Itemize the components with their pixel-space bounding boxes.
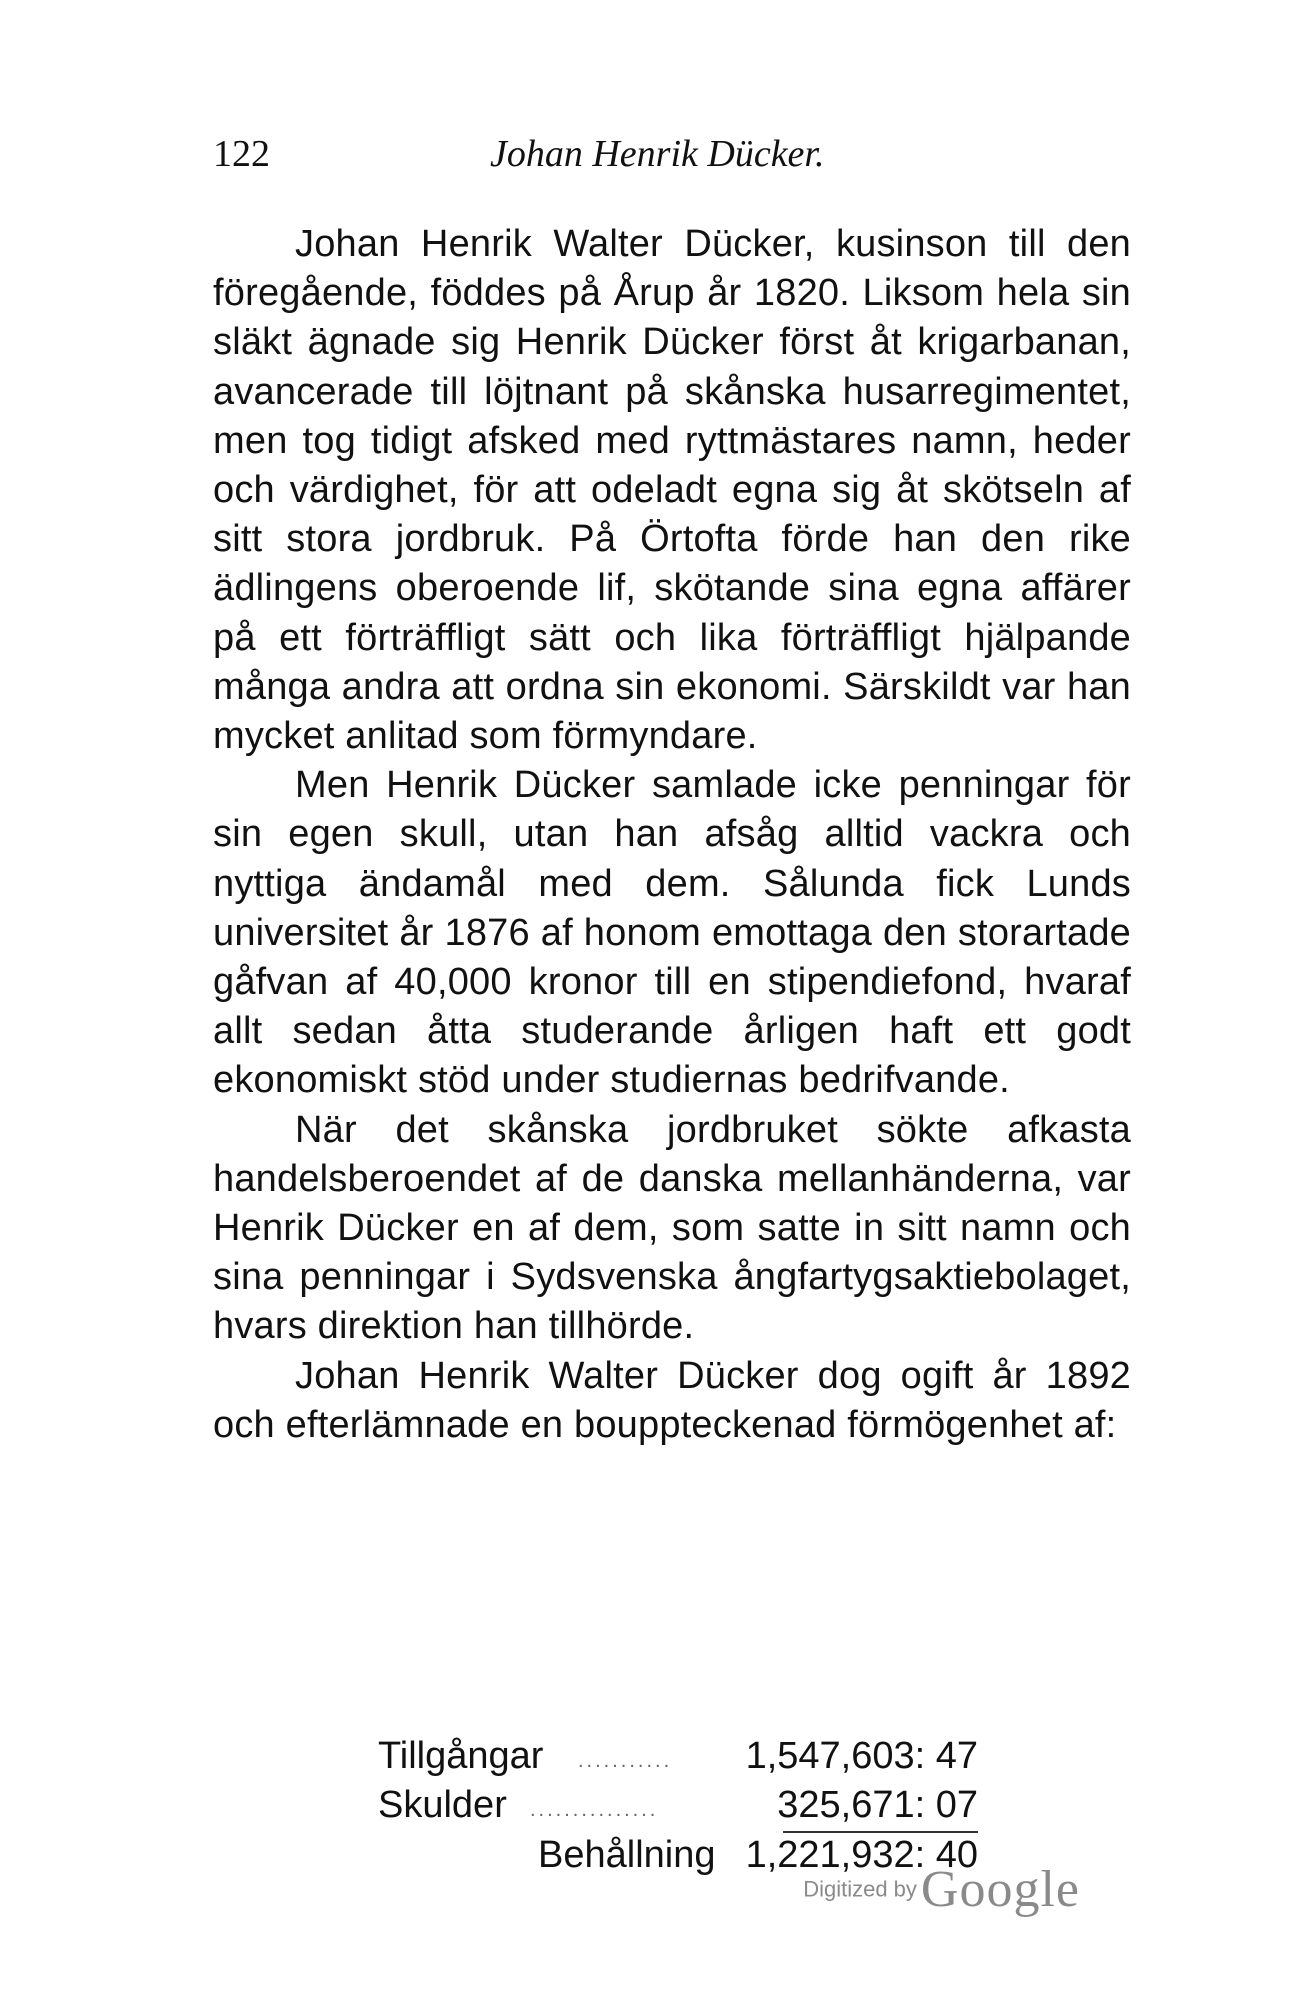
row-value: 325,671: 07 <box>777 1784 978 1826</box>
row-label: Tillgångar <box>378 1735 544 1777</box>
row-label: Skulder <box>378 1784 507 1826</box>
row-value: 1,547,603: 47 <box>745 1735 978 1777</box>
total-label: Behållning <box>538 1834 716 1876</box>
body-text <box>213 220 1131 1450</box>
google-logo: Google <box>920 1861 1080 1918</box>
table-row <box>378 1781 998 1831</box>
page-header <box>213 132 1113 192</box>
digitization-watermark <box>803 1860 1080 1919</box>
paragraph: När det skånska jordbruket sökte afkasta handelsberoendet af de danska mellanhänderna, var Henrik Dücker en af dem, som satte in sitt namn och sina penningar i Sydsvenska ångfartygsaktiebolaget, hvars direktion han tillhörde. <box>213 1108 1131 1348</box>
running-head: Johan Henrik Dücker. <box>490 133 825 175</box>
dot-leader: ............... <box>530 1799 659 1821</box>
paragraph: Johan Henrik Walter Dücker, kusinson till den föregående, föddes på Årup år 1820. Liksom hela sin släkt ägnade sig Henrik Dücker först åt krigarbanan, avancerade till löjtnant på skånska husarregimentet, men tog tidigt afsked med ryttmästares namn, heder och värdighet, för att odeladt egna sig åt skötseln af sitt stora jordbruk. På Örtofta förde han den rike ädlingens oberoende lif, skötande sina egna affärer på ett förträffligt sätt och lika förträffligt hjälpande många andra att ordna sin ekonomi. Särskildt var han mycket anlitad som förmyndare. <box>213 223 1131 758</box>
dot-leader: ........... <box>578 1750 673 1772</box>
paragraph: Men Henrik Dücker samlade icke penningar för sin egen skull, utan han afsåg alltid vackra och nyttiga ändamål med dem. Sålunda fick Lunds universitet år 1876 af honom emottaga den storartade gåfvan af 40,000 kronor till en stipendiefond, hvaraf allt sedan åtta studerande årligen haft ett godt ekonomiskt stöd under studiernas bedrifvande. <box>213 764 1131 1102</box>
page-number: 122 <box>213 133 270 175</box>
table-row <box>378 1732 998 1782</box>
paragraph: Johan Henrik Walter Dücker dog ogift år 1892 och efterlämnade en bouppteckenad förmögenhet af: <box>213 1354 1131 1446</box>
watermark-prefix: Digitized by <box>803 1876 917 1902</box>
total-value: 1,221,932: 40 <box>745 1834 978 1876</box>
